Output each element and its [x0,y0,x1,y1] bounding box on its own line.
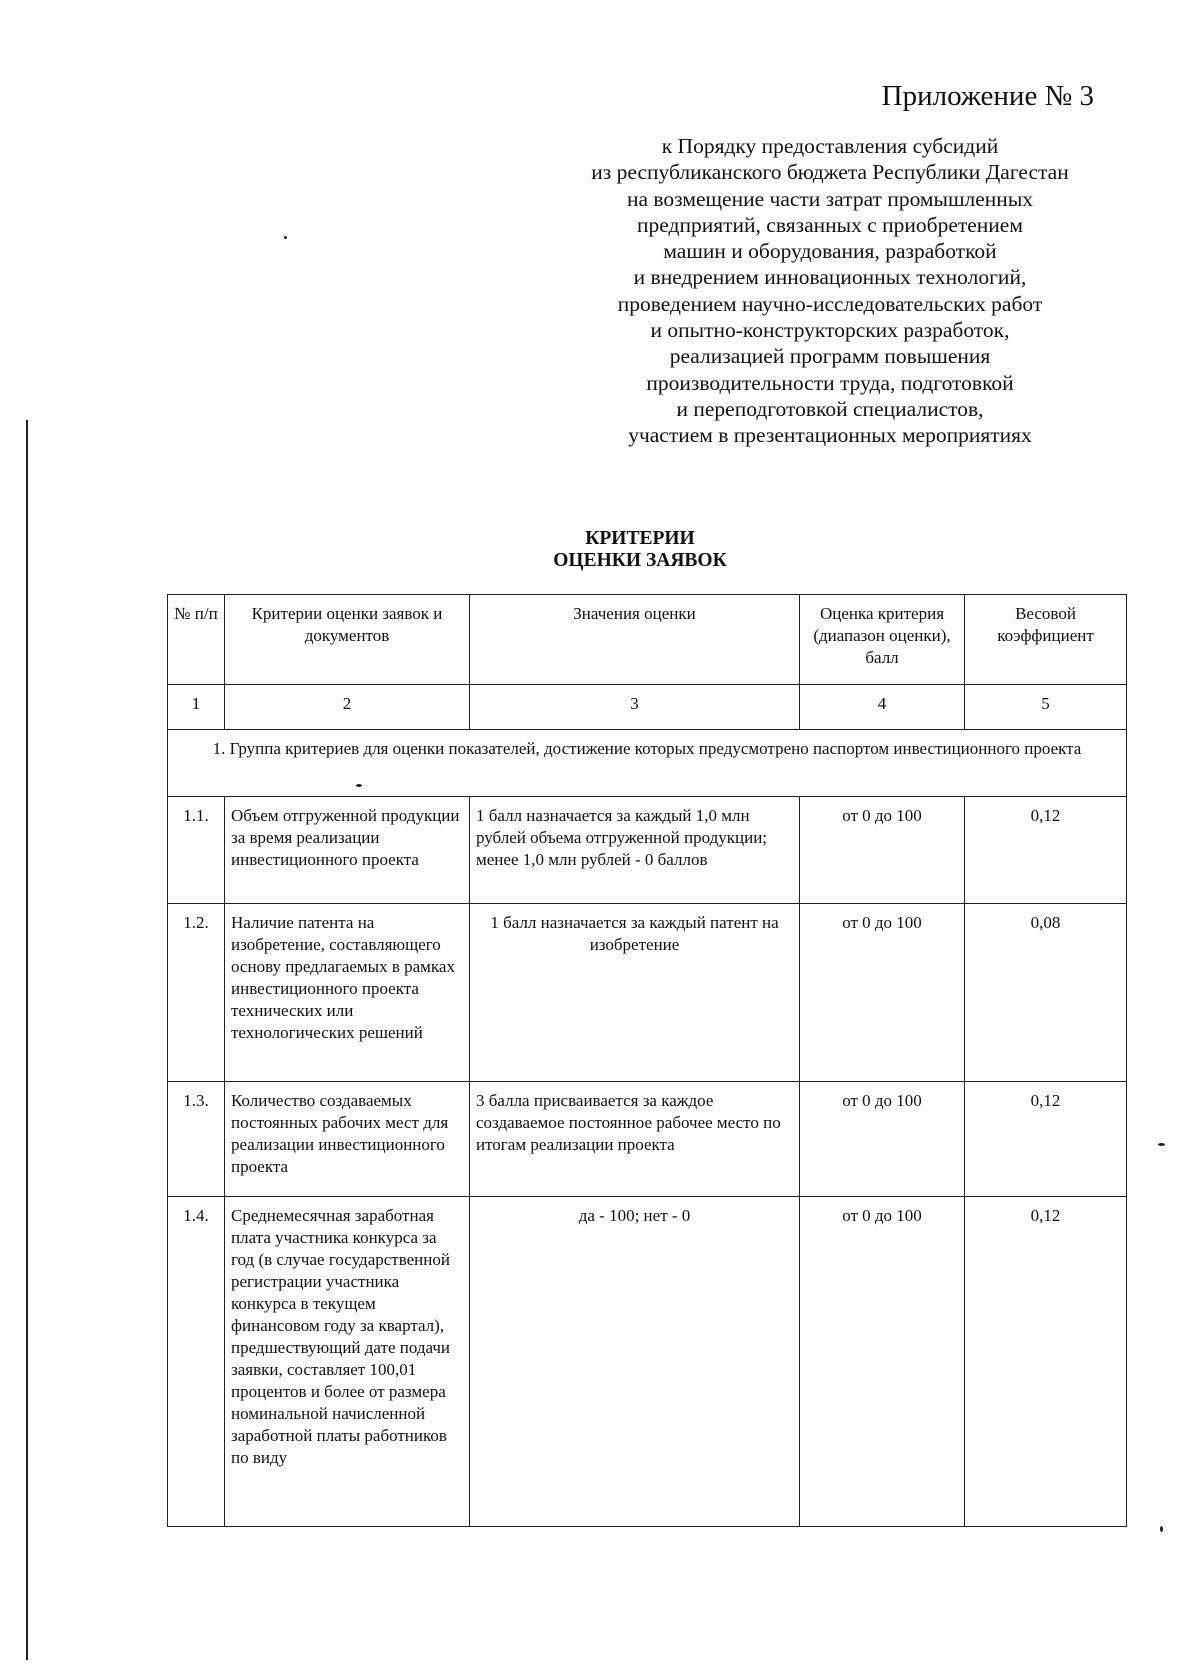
scan-speck [1158,1143,1165,1146]
header-cell-number: № п/п [168,595,225,685]
table-row [168,1082,1127,1197]
column-number: 2 [225,685,470,730]
row-criterion: Среднемесячная заработная плата участника конкурса за год (в случае государственной регистрации участника конкурса в текущем финансовом году за квартал), предшествующий дате подачи заявки, составляет 100,01 процентов и более от размера номинальной начисленной заработной платы работников по виду [225,1197,470,1527]
intro-line: предприятий, связанных с приобретением [637,212,1023,237]
scan-margin-line [26,420,28,1660]
row-value-text: 1 балл назначается за каждый 1,0 млн рублей объема отгруженной продукции; [476,806,768,847]
appendix-title: Приложение № 3 [881,80,1094,112]
intro-line: на возмещение части затрат промышленных [626,186,1034,211]
intro-line: производительности труда, подготовкой [646,370,1014,395]
column-number-row [168,685,1127,730]
heading-line: ОЦЕНКИ ЗАЯВОК [553,550,727,571]
intro-block [560,133,1100,449]
row-number: 1.1. [168,797,225,904]
row-range: от 0 до 100 [800,904,965,1082]
row-range: от 0 до 100 [800,1197,965,1527]
intro-line: и опытно-конструкторских разработок, [650,318,1010,343]
row-range: от 0 до 100 [800,797,965,904]
row-criterion: Объем отгруженной продукции за время реализации инвестиционного проекта [225,797,470,904]
row-number: 1.2. [168,904,225,1082]
row-value [470,797,800,904]
column-number: 5 [965,685,1127,730]
scan-speck [356,784,362,787]
document-heading [0,528,1200,572]
row-value: 3 балла присваивается за каждое создаваемое постоянное рабочее место по итогам реализации проекта [470,1082,800,1197]
row-number: 1.3. [168,1082,225,1197]
row-value-extra: менее 1,0 млн рублей - 0 баллов [476,850,708,869]
scan-speck [1160,1526,1163,1532]
column-number: 4 [800,685,965,730]
header-cell-value: Значения оценки [470,595,800,685]
row-weight: 0,12 [965,1082,1127,1197]
row-range: от 0 до 100 [800,1082,965,1197]
group-row [168,730,1127,797]
table-row [168,904,1127,1082]
row-criterion: Количество создаваемых постоянных рабочих мест для реализации инвестиционного проекта [225,1082,470,1197]
intro-line: и внедрением инновационных технологий, [633,265,1027,290]
row-weight: 0,12 [965,1197,1127,1527]
row-criterion: Наличие патента на изобретение, составляющего основу предлагаемых в рамках инвестиционного проекта технических или технологических решений [225,904,470,1082]
column-number: 1 [168,685,225,730]
header-cell-range: Оценка критерия (диапазон оценки), балл [800,595,965,685]
row-value: 1 балл назначается за каждый патент на изобретение [470,904,800,1082]
intro-line: машин и оборудования, разработкой [663,239,997,264]
intro-line: проведением научно-исследовательских работ [617,291,1043,316]
row-number: 1.4. [168,1197,225,1527]
heading-line: КРИТЕРИИ [585,528,695,549]
intro-line: из республиканского бюджета Республики Дагестан [591,160,1069,185]
scan-speck [284,236,287,239]
criteria-table [167,594,1127,1527]
header-cell-weight: Весовой коэффициент [965,595,1127,685]
table-row [168,1197,1127,1527]
table-row [168,797,1127,904]
header-cell-criterion: Критерии оценки заявок и документов [225,595,470,685]
intro-line: реализацией программ повышения [669,344,991,369]
intro-line: и переподготовкой специалистов, [676,396,984,421]
intro-line: участием в презентационных мероприятиях [628,423,1032,448]
table-header-row [168,595,1127,685]
row-weight: 0,08 [965,904,1127,1082]
group-title: 1. Группа критериев для оценки показателей, достижение которых предусмотрено паспортом инвестиционного проекта [168,730,1127,797]
row-value: да - 100; нет - 0 [470,1197,800,1527]
column-number: 3 [470,685,800,730]
row-weight: 0,12 [965,797,1127,904]
intro-line: к Порядку предоставления субсидий [661,134,999,158]
